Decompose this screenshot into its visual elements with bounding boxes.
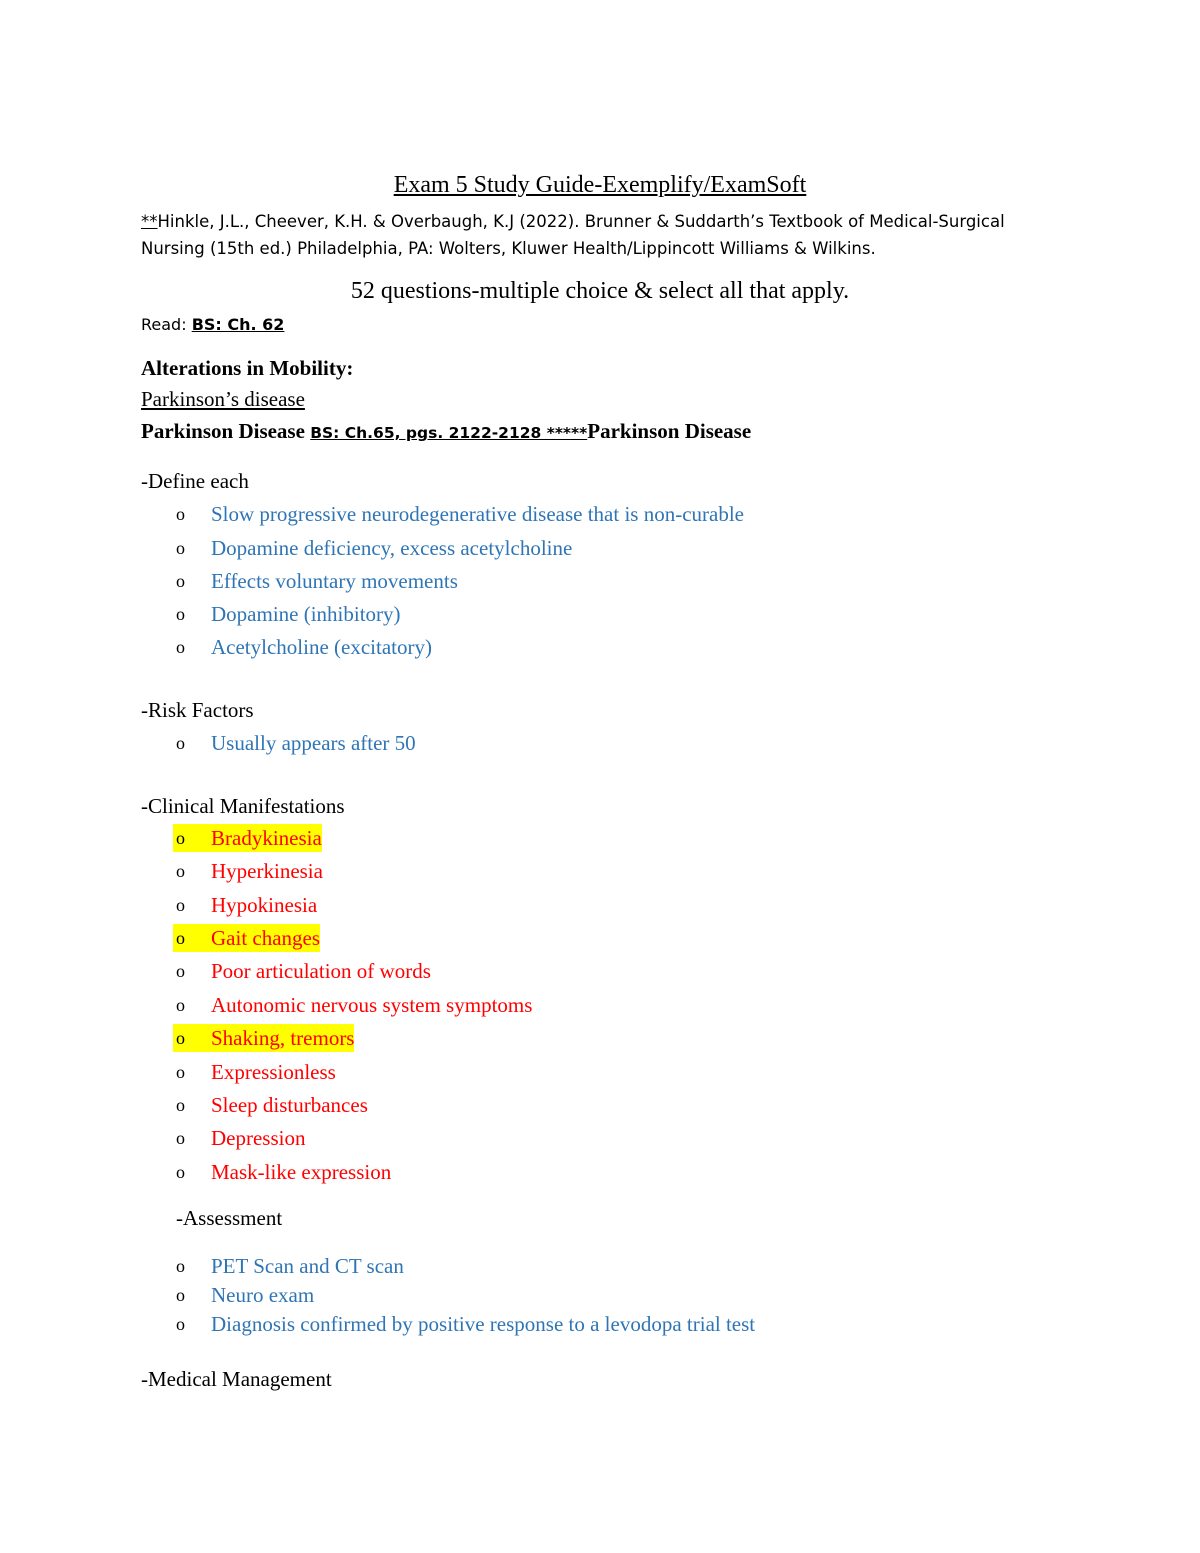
list-item-text: Effects voluntary movements: [211, 569, 458, 593]
topic-title: Parkinson’s disease: [141, 387, 305, 411]
topic-chapter-ref: BS: Ch.65, pgs. 2122-2128 *****: [310, 424, 588, 442]
bullet-icon: o: [176, 504, 185, 524]
medical-management-label: -Medical Management: [141, 1367, 332, 1391]
list-item-text: Acetylcholine (excitatory): [211, 635, 432, 659]
reference-text-1: Hinkle, J.L., Cheever, K.H. & Overbaugh, K.J (2022). Brunner & Suddarth’s Textbook of Medical-Surgical: [157, 212, 1005, 231]
list-item-text: Expressionless: [211, 1060, 336, 1084]
question-count: 52 questions-multiple choice & select all that apply.: [350, 278, 850, 304]
bullet-icon: o: [173, 1024, 211, 1052]
define-label: -Define each: [141, 469, 249, 493]
bullet-icon: o: [173, 824, 211, 852]
bullet-icon: o: [176, 1314, 185, 1334]
topic-suffix: Parkinson Disease: [587, 419, 752, 443]
bullet-icon: o: [176, 1256, 185, 1276]
list-item-text: Bradykinesia: [211, 826, 322, 850]
list-item-text: Neuro exam: [211, 1283, 315, 1307]
read-label: Read:: [141, 315, 192, 334]
list-item-text: Shaking, tremors: [211, 1026, 355, 1050]
list-item-text: Gait changes: [211, 926, 321, 950]
reference-prefix: **: [141, 212, 158, 231]
list-item-text: Usually appears after 50: [211, 731, 416, 755]
bullet-icon: o: [176, 1062, 185, 1082]
reference-line-2: Nursing (15th ed.) Philadelphia, PA: Wolters, Kluwer Health/Lippincott Williams & Wilkins.: [141, 239, 876, 258]
bullet-icon: o: [176, 895, 185, 915]
list-item-text: Sleep disturbances: [211, 1093, 368, 1117]
read-line: [141, 315, 284, 334]
section-heading: Alterations in Mobility:: [141, 356, 354, 380]
topic-label: Parkinson Disease: [141, 419, 311, 443]
bullet-icon: o: [176, 637, 185, 657]
bullet-icon: o: [176, 733, 185, 753]
list-item-text: Hypokinesia: [211, 893, 318, 917]
topic-reference-line: [141, 419, 751, 444]
assessment-label: -Assessment: [176, 1206, 283, 1230]
bullet-icon: o: [176, 604, 185, 624]
list-item-text: Depression: [211, 1126, 306, 1150]
list-item-text: Diagnosis confirmed by positive response to a levodopa trial test: [211, 1312, 756, 1336]
list-item-text: Dopamine deficiency, excess acetylcholine: [211, 536, 573, 560]
bullet-icon: o: [176, 1162, 185, 1182]
bullet-icon: o: [176, 1095, 185, 1115]
page-title: Exam 5 Study Guide-Exemplify/ExamSoft: [393, 172, 807, 198]
bullet-icon: o: [173, 924, 211, 952]
bullet-icon: o: [176, 961, 185, 981]
bullet-icon: o: [176, 995, 185, 1015]
list-item-text: Slow progressive neurodegenerative disease that is non-curable: [211, 502, 744, 526]
list-item-text: PET Scan and CT scan: [211, 1254, 404, 1278]
bullet-icon: o: [176, 1128, 185, 1148]
list-item-text: Mask-like expression: [211, 1160, 392, 1184]
list-item-text: Hyperkinesia: [211, 859, 323, 883]
bullet-icon: o: [176, 1285, 185, 1305]
reference-line-1: [141, 208, 1005, 235]
list-item-text: Autonomic nervous system symptoms: [211, 993, 533, 1017]
read-chapter: BS: Ch. 62: [191, 315, 285, 334]
bullet-icon: o: [176, 571, 185, 591]
bullet-icon: o: [176, 861, 185, 881]
bullet-icon: o: [176, 538, 185, 558]
risk-factors-label: -Risk Factors: [141, 698, 254, 722]
list-item-text: Dopamine (inhibitory): [211, 602, 401, 626]
list-item-text: Poor articulation of words: [211, 959, 431, 983]
clinical-manifestations-label: -Clinical Manifestations: [141, 794, 345, 818]
